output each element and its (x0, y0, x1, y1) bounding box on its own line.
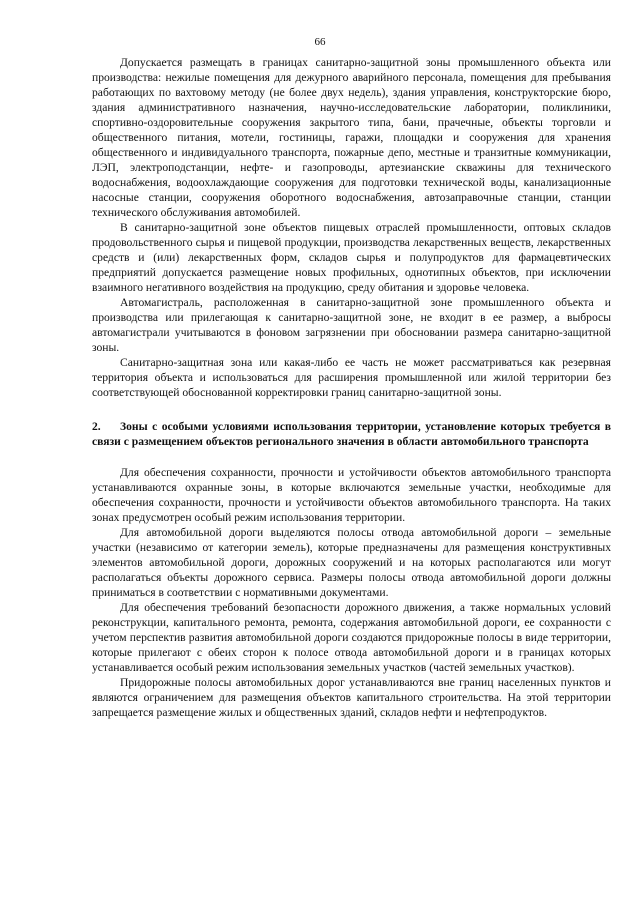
paragraph: Автомагистраль, расположенная в санитарно-защитной зоне промышленного объекта и производства или прилегающая к санитарно-защитной зоне, не входит в ее размер, а выбросы автомагистрали учитываются в фоновом загрязнении при обосновании размера санитарно-защитной зоны. (92, 296, 611, 354)
paragraph: Для автомобильной дороги выделяются полосы отвода автомобильной дороги – земельные участки (независимо от категории земель), которые предназначены для размещения конструктивных элементов автомобильной дороги, дорожных сооружений и на которых располагаются или могут располагаться объекты дорожного сервиса. Размеры полосы отвода автомобильной дороги должны приниматься в соответствии с нормативными документами. (92, 526, 611, 599)
paragraph: Придорожные полосы автомобильных дорог устанавливаются вне границ населенных пунктов и являются ограничением для размещения объектов капитального строительства. На этой территории запрещается размещение жилых и общественных зданий, складов нефти и нефтепродуктов. (92, 676, 611, 719)
paragraph: Для обеспечения требований безопасности дорожного движения, а также нормальных условий реконструкции, капитального ремонта, ремонта, содержания автомобильной дороги, ее сохранности с учетом перспектив развития автомобильной дороги создаются придорожные полосы в виде территории, которые прилегают с обеих сторон к полосе отвода автомобильной дороги и в границах которых устанавливается особый режим использования земельных участков (частей земельных участков). (92, 601, 611, 674)
section-title: Зоны с особыми условиями использования территории, установление которых требуется в связи с размещением объектов регионального значения в области автомобильного транспорта (92, 420, 611, 448)
section-heading (92, 419, 611, 449)
page-number: 66 (314, 36, 326, 48)
section-number: 2. (92, 420, 101, 433)
document-body (92, 55, 611, 720)
paragraph: Допускается размещать в границах санитарно-защитной зоны промышленного объекта или производства: нежилые помещения для дежурного аварийного персонала, помещения для пребывания работающих по вахтовому методу (не более двух недель), здания управления, конструкторские бюро, здания административного назначения, научно-исследовательские лаборатории, поликлиники, спортивно-оздоровительные сооружения закрытого типа, бани, прачечные, объекты торговли и общественного питания, мотели, гостиницы, гаражи, площадки и сооружения для хранения общественного и индивидуального транспорта, пожарные депо, местные и транзитные коммуникации, ЛЭП, электроподстанции, нефте- и газопроводы, артезианские скважины для технического водоснабжения, водоохлаждающие сооружения для подготовки технической воды, канализационные насосные станции, сооружения оборотного водоснабжения, автозаправочные станции, станции технического обслуживания автомобилей. (92, 56, 611, 219)
paragraph: В санитарно-защитной зоне объектов пищевых отраслей промышленности, оптовых складов продовольственного сырья и пищевой продукции, производства лекарственных веществ, лекарственных средств и (или) лекарственных форм, складов сырья и полупродуктов для фармацевтических предприятий допускается размещение новых профильных, однотипных объектов, при исключении взаимного негативного воздействия на продукцию, среду обитания и здоровье человека. (92, 221, 611, 294)
paragraph: Для обеспечения сохранности, прочности и устойчивости объектов автомобильного транспорта устанавливаются охранные зоны, в которые включаются земельные участки, необходимые для обеспечения сохранности, прочности и устойчивости объектов автомобильного транспорта. На таких зонах предусмотрен особый режим использования территории. (92, 466, 611, 524)
paragraph: Санитарно-защитная зона или какая-либо ее часть не может рассматриваться как резервная территория объекта и использоваться для расширения промышленной или жилой территории без соответствующей обоснованной корректировки границ санитарно-защитной зоны. (92, 356, 611, 399)
